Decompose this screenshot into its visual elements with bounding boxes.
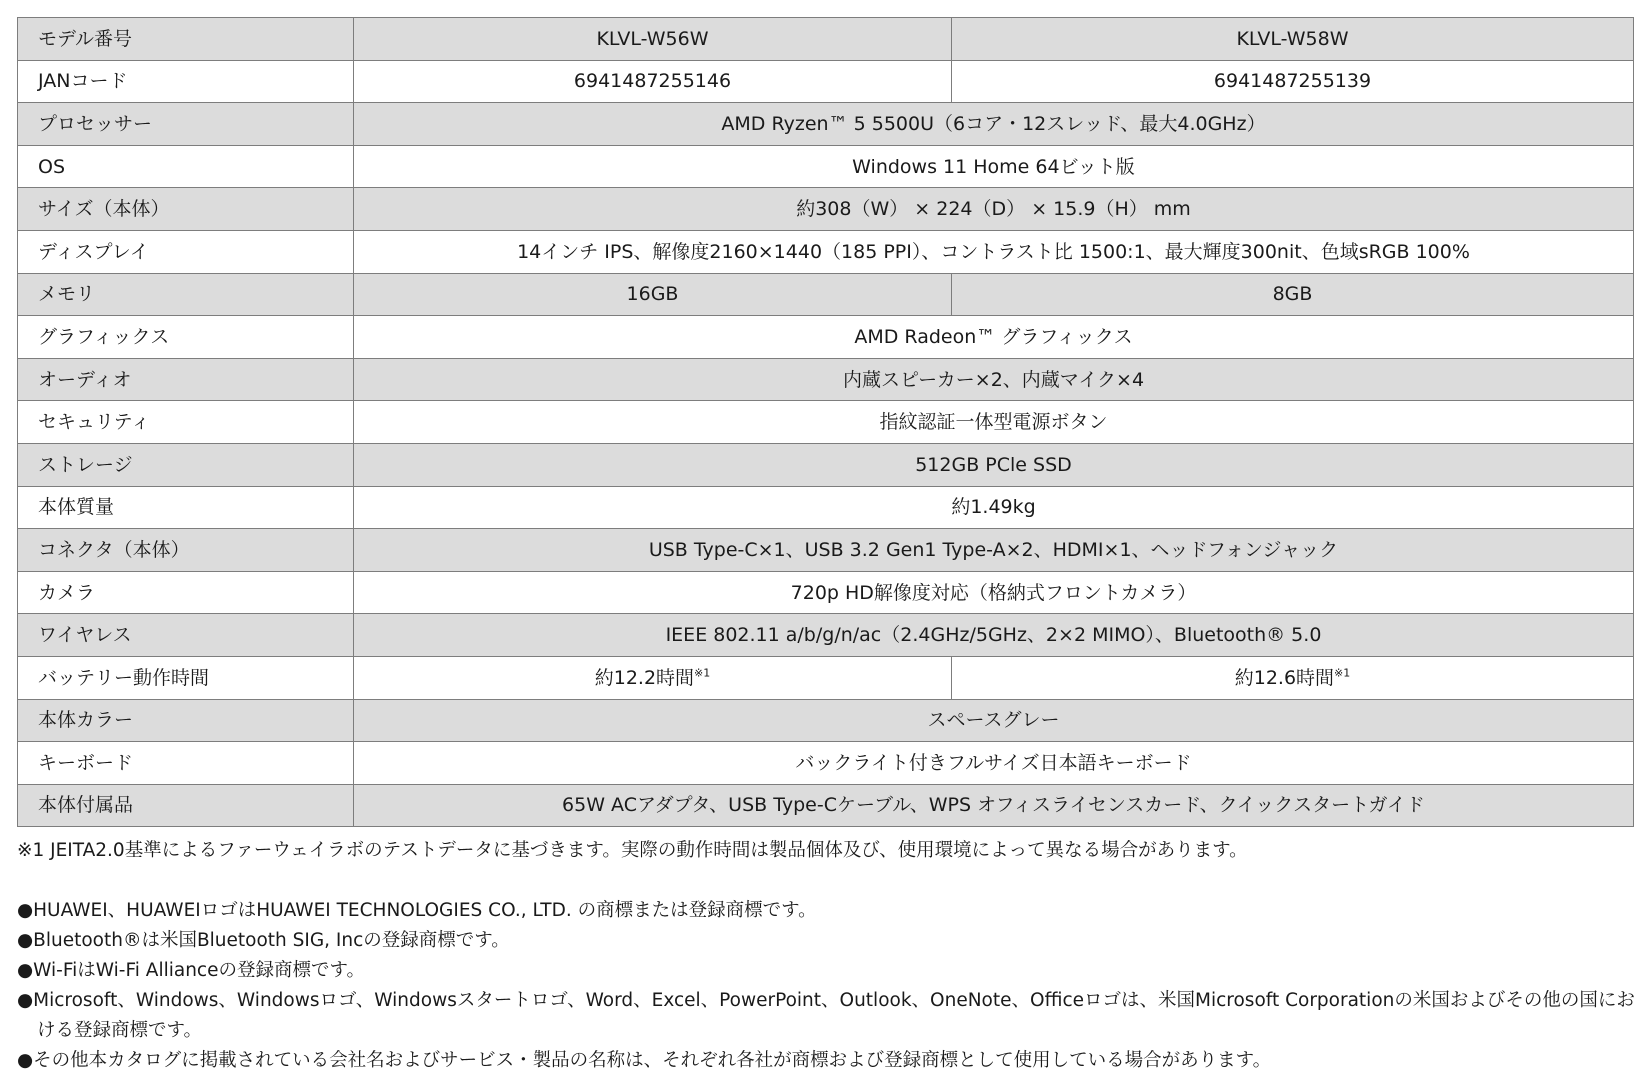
spec-label: コネクタ（本体） [18, 529, 354, 572]
spec-value [952, 656, 1634, 699]
spec-row [18, 614, 1634, 657]
trademark-note: ●その他本カタログに掲載されている会社名およびサービス・製品の名称は、それぞれ各社が商標および登録商標として使用している場合があります。 [17, 1050, 1272, 1071]
spec-label: ディスプレイ [18, 230, 354, 273]
spec-value-text: USB Type-C×1、USB 3.2 Gen1 Type-A×2、HDMI×1、ヘッドフォンジャック [648, 538, 1339, 561]
spec-value-text: KLVL-W58W [1236, 27, 1349, 50]
spec-value [354, 614, 1634, 657]
spec-label: ワイヤレス [18, 614, 354, 657]
spec-row [18, 401, 1634, 444]
spec-label: オーディオ [18, 358, 354, 401]
spec-value [354, 18, 952, 61]
spec-row [18, 571, 1634, 614]
spec-label: サイズ（本体） [18, 188, 354, 231]
footnote-mark: ※1 [1334, 666, 1351, 680]
spec-label: 本体付属品 [18, 784, 354, 827]
spec-value-text: Windows 11 Home 64ビット版 [852, 155, 1135, 178]
spec-value [354, 358, 1634, 401]
spec-value [354, 571, 1634, 614]
spec-value [354, 742, 1634, 785]
spec-value-text: 約1.49kg [951, 496, 1036, 519]
spec-value [354, 273, 952, 316]
spec-value-text: AMD Radeon™ グラフィックス [854, 325, 1133, 348]
spec-label: 本体質量 [18, 486, 354, 529]
spec-label: プロセッサー [18, 103, 354, 146]
spec-label: メモリ [18, 273, 354, 316]
spec-value-text: IEEE 802.11 a/b/g/n/ac（2.4GHz/5GHz、2×2 MIMO）、Bluetooth® 5.0 [665, 624, 1322, 647]
spec-value [354, 145, 1634, 188]
spec-value-text: スペースグレー [927, 709, 1060, 732]
spec-value [354, 316, 1634, 359]
spec-row [18, 699, 1634, 742]
spec-value-text: 約308（W） × 224（D） × 15.9（H） mm [796, 198, 1191, 221]
spec-row [18, 60, 1634, 103]
spec-value-text: 6941487255139 [1213, 70, 1372, 93]
spec-value [354, 784, 1634, 827]
spec-label: モデル番号 [18, 18, 354, 61]
spec-row [18, 742, 1634, 785]
spec-table-body [18, 18, 1634, 827]
spec-value [354, 188, 1634, 231]
spec-value [354, 60, 952, 103]
spec-label: JANコード [18, 60, 354, 103]
spec-value-text: 65W ACアダプタ、USB Type-Cケーブル、WPS オフィスライセンスカード、クイックスタートガイド [562, 794, 1425, 817]
spec-row [18, 273, 1634, 316]
notes-section [17, 836, 1637, 1076]
spec-value-text: 6941487255146 [573, 70, 732, 93]
trademark-note: ●Microsoft、Windows、Windowsロゴ、Windowsスタートロゴ、Word、Excel、PowerPoint、Outlook、OneNote、Officeロゴは、米国Microsoft Corporationの米国およびその他の国における登録商標です。 [17, 990, 1635, 1041]
trademark-note: ●HUAWEI、HUAWEIロゴはHUAWEI TECHNOLOGIES CO., LTD. の商標または登録商標です。 [17, 900, 817, 921]
spec-value [354, 103, 1634, 146]
spec-row [18, 529, 1634, 572]
spec-value-text: 8GB [1272, 283, 1313, 306]
spec-row [18, 18, 1634, 61]
battery-footnote: ※1 JEITA2.0基準によるファーウェイラボのテストデータに基づきます。実際の動作時間は製品個体及び、使用環境によって異なる場合があります。 [17, 840, 1248, 861]
trademark-note: ●Wi-FiはWi-Fi Allianceの登録商標です。 [17, 960, 366, 981]
spec-label: ストレージ [18, 443, 354, 486]
spec-value-text: 720p HD解像度対応（格納式フロントカメラ） [790, 581, 1197, 604]
spec-label: セキュリティ [18, 401, 354, 444]
spec-value-text: AMD Ryzen™ 5 5500U（6コア・12スレッド、最大4.0GHz） [721, 112, 1266, 135]
spec-value [952, 60, 1634, 103]
spec-row [18, 188, 1634, 231]
spec-value-text: KLVL-W56W [596, 27, 709, 50]
spec-value-text: 内蔵スピーカー×2、内蔵マイク×4 [842, 368, 1145, 391]
trademark-notes [17, 896, 1637, 1076]
spec-value [354, 443, 1634, 486]
spec-value-text: 約12.6時間 [1234, 666, 1335, 689]
spec-value [354, 401, 1634, 444]
spec-value [354, 486, 1634, 529]
spec-value-text: 512GB PCle SSD [915, 453, 1072, 476]
spec-value-text: 約12.2時間 [594, 666, 695, 689]
spec-label: 本体カラー [18, 699, 354, 742]
spec-row [18, 784, 1634, 827]
spec-value-text: 14インチ IPS、解像度2160×1440（185 PPI）、コントラスト比 1500:1、最大輝度300nit、色域sRGB 100% [517, 240, 1470, 263]
spec-row [18, 656, 1634, 699]
trademark-note: ●Bluetooth®は米国Bluetooth SIG, Incの登録商標です。 [17, 930, 510, 951]
spec-value [952, 18, 1634, 61]
spec-label: バッテリー動作時間 [18, 656, 354, 699]
spec-value [354, 699, 1634, 742]
spec-value [354, 529, 1634, 572]
spec-value [354, 230, 1634, 273]
spec-value-text: 16GB [626, 283, 679, 306]
spec-value [952, 273, 1634, 316]
spec-label: キーボード [18, 742, 354, 785]
spec-label: カメラ [18, 571, 354, 614]
spec-row [18, 443, 1634, 486]
spec-row [18, 145, 1634, 188]
spec-table [17, 17, 1634, 827]
spec-row [18, 358, 1634, 401]
footnote-mark: ※1 [694, 666, 711, 680]
spec-label: OS [18, 145, 354, 188]
spec-row [18, 103, 1634, 146]
spec-row [18, 316, 1634, 359]
spec-value-text: バックライト付きフルサイズ日本語キーボード [795, 751, 1192, 774]
spec-row [18, 486, 1634, 529]
spec-row [18, 230, 1634, 273]
spec-value [354, 656, 952, 699]
spec-label: グラフィックス [18, 316, 354, 359]
spec-value-text: 指紋認証一体型電源ボタン [879, 411, 1108, 434]
